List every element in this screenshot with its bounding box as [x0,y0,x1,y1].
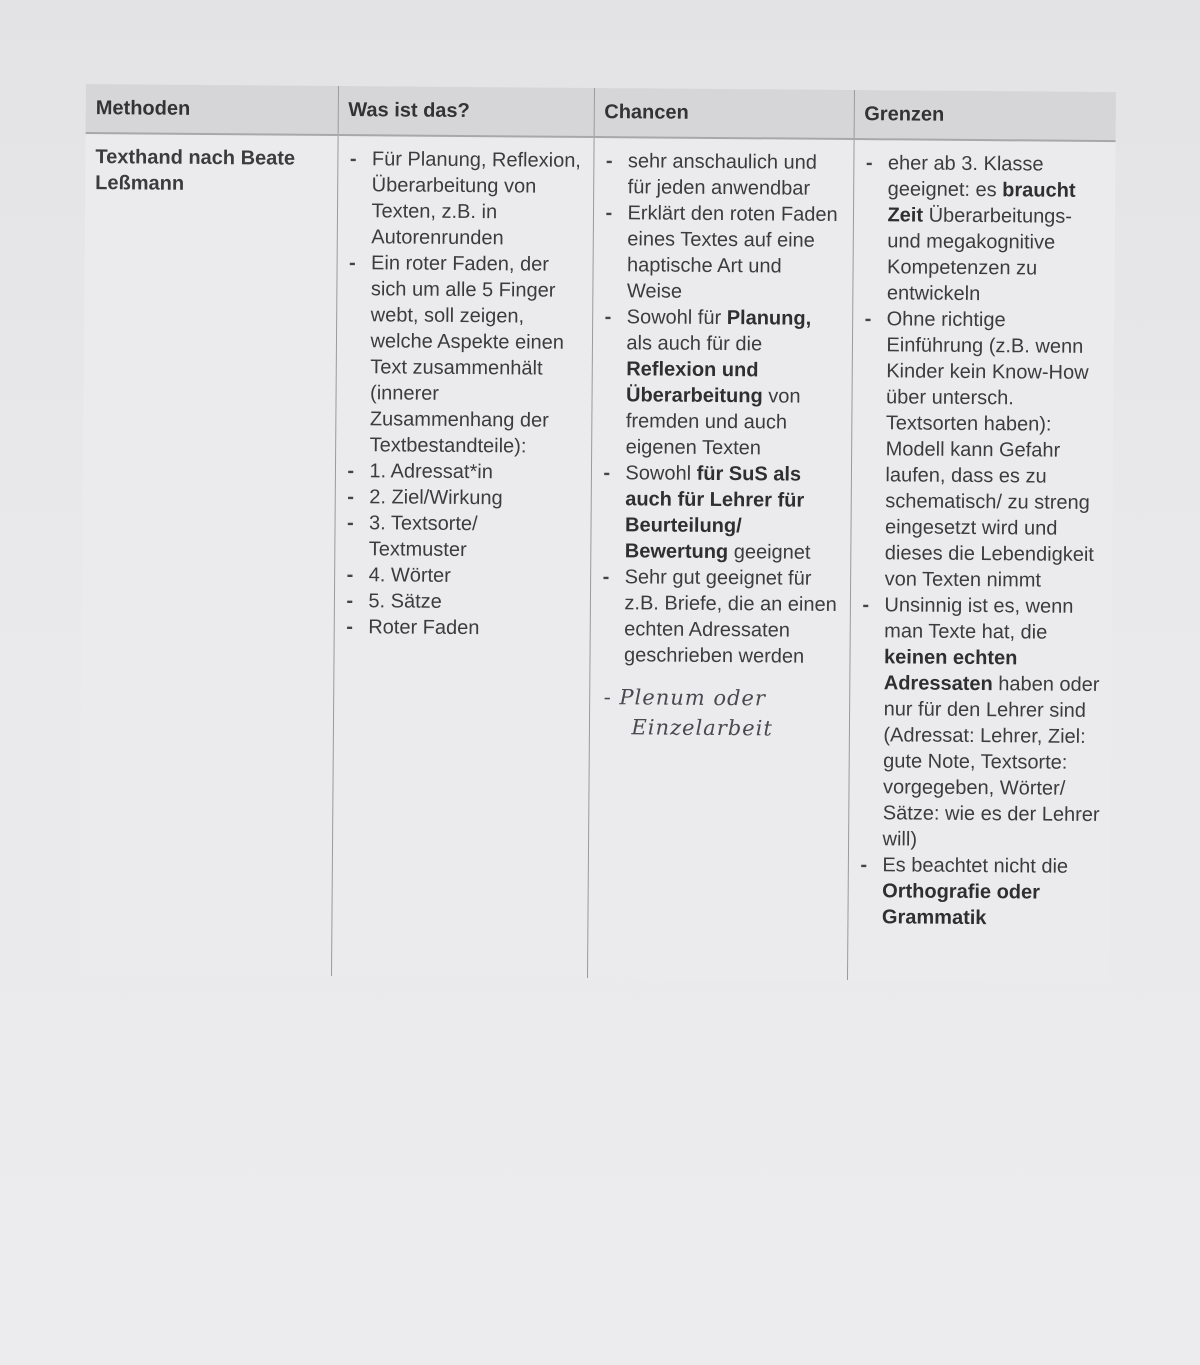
list-item [344,614,579,642]
list-item [863,150,1106,308]
method-name-cell: Texthand nach Beate Leßmann [79,133,338,976]
was-ist-das-cell [331,135,594,978]
list-item [602,304,842,462]
was-ist-das-list [344,146,583,642]
list-item [345,458,580,486]
chancen-list [600,148,843,670]
text-segment: 2. Ziel/Wirkung [369,486,503,510]
grenzen-list [858,150,1106,932]
handwritten-line: Einzelarbeit [631,715,773,741]
list-item [345,562,580,590]
text-segment: Überarbeitungs- und megakognitive Kompetenzen zu entwickeln [886,204,1073,306]
bold-text: keinen echten Adressaten [883,646,1018,696]
text-segment: Für Planung, Reflexion, Überarbeitung von Texten, z.B. in Autorenrunden [371,148,582,250]
list-item [603,200,843,306]
list-item [858,852,1100,932]
header-chancen: Chancen [594,88,854,139]
list-item [600,564,840,670]
bold-text: Orthografie oder Grammatik [881,880,1041,930]
list-item [345,484,580,512]
text-segment: 3. Textsorte/ Textmuster [368,512,478,562]
chancen-cell [587,137,854,980]
methods-table [79,84,1116,982]
text-segment: sehr anschaulich und für jeden anwendbar [627,150,818,200]
text-segment: Unsinnig ist es, wenn man Texte hat, die [884,594,1074,644]
photographed-sheet [79,84,1116,982]
list-item [345,510,580,564]
table-row [79,133,1116,982]
grenzen-cell [847,139,1116,982]
text-segment: Sehr gut geeignet für z.B. Briefe, die an einen echten Adressaten geschrieben werden [623,566,837,668]
header-was-ist-das: Was ist das? [338,86,594,137]
text-segment: eher ab 3. Klasse geeignet: es [887,152,1044,202]
list-item [861,306,1105,594]
text-segment: Ohne richtige Einführung (z.B. wenn Kinder kein Know-How über untersch. Textsorten haben): Modell kann Gefahr laufen, dass es zu schematisch/ zu streng eingesetzt wird und dieses die Lebendigkeit von Texten nimmt [884,308,1094,592]
list-item [344,588,579,616]
list-item [347,146,583,252]
header-grenzen: Grenzen [854,90,1116,141]
text-segment: geeignet [728,541,811,564]
bold-text: für SuS als auch für Lehrer für Beurteilung/ Bewertung [624,462,805,564]
list-item [346,250,583,460]
text-segment: Sowohl [625,462,697,485]
text-segment: Roter Faden [368,616,480,640]
text-segment: Sowohl für [626,306,727,330]
text-segment: 5. Sätze [368,590,442,613]
handwritten-line: - Plenum oder [603,685,767,711]
list-item [858,592,1102,854]
text-segment: Es beachtet nicht die [882,854,1069,878]
list-item [601,460,841,566]
text-segment: Erklärt den roten Faden eines Textes auf eine haptische Art und Weise [626,202,838,303]
text-segment: 1. Adressat*in [369,460,493,484]
bold-text: Reflexion und Überarbeitung [625,358,763,408]
text-segment: als auch für die [626,332,763,356]
list-item [604,148,843,202]
table-header-row [86,84,1116,141]
text-segment: Ein roter Faden, der sich um alle 5 Finger webt, soll zeigen, welche Aspekte einen Text zusammenhält (innerer Zusammenhang der Textbestandteile): [369,252,565,458]
header-methoden: Methoden [86,84,338,135]
text-segment: von fremden und auch eigenen Texten [625,385,801,460]
text-segment: 4. Wörter [368,564,451,587]
handwritten-note [599,682,838,744]
bold-text: Planung, [726,307,812,330]
text-segment: haben oder nur für den Lehrer sind (Adressat: Lehrer, Ziel: gute Note, Textsorte: vorgegeben, Wörter/ Sätze: wie es der Lehrer will) [882,673,1100,851]
bold-text: braucht Zeit [887,179,1076,227]
